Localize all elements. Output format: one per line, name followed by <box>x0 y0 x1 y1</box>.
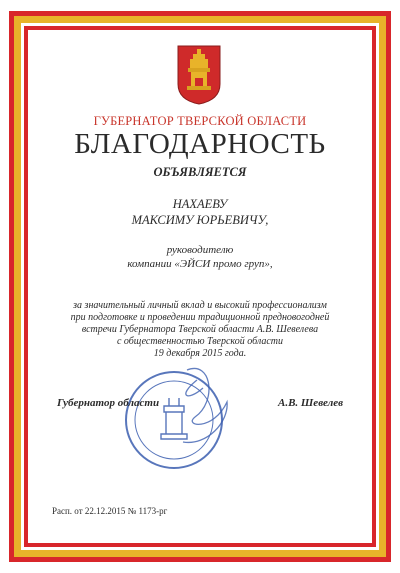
coat-of-arms-icon <box>176 44 222 106</box>
document-title: БЛАГОДАРНОСТЬ <box>74 128 326 160</box>
signatory-title: Губернатор области <box>57 397 160 409</box>
reason-line: встречи Губернатора Тверской области А.В. Шевелева <box>81 324 319 335</box>
recipient-name: МАКСИМУ ЮРЬЕВИЧУ, <box>131 213 269 227</box>
order-reference: Расп. от 22.12.2015 № 1173-рг <box>52 506 168 516</box>
position-line-2: компании «ЭЙСИ промо груп», <box>127 258 273 270</box>
reason-line: 19 декабря 2015 года. <box>153 348 247 359</box>
issuer-heading: ГУБЕРНАТОР ТВЕРСКОЙ ОБЛАСТИ <box>93 114 307 128</box>
recipient-surname: НАХАЕВУ <box>172 197 228 211</box>
position-line-1: руководителю <box>166 244 234 256</box>
reason-line: с общественностью Тверской области <box>116 336 284 347</box>
reason-line: за значительный личный вклад и высокий профессионализм <box>73 300 327 311</box>
signatory-name: А.В. Шевелев <box>278 397 344 409</box>
official-stamp <box>117 362 232 474</box>
reason-line: при подготовке и проведении традиционной предновогодней <box>70 312 330 323</box>
announcement-text: ОБЪЯВЛЯЕТСЯ <box>153 165 247 179</box>
